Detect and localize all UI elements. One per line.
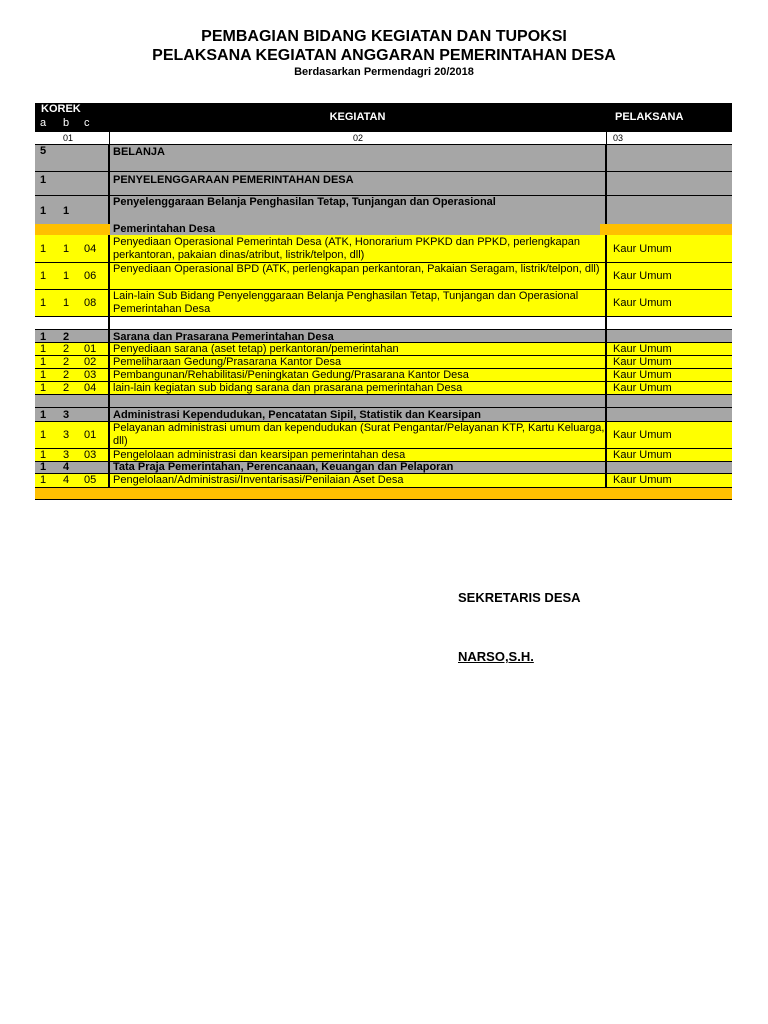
code-b: 1: [60, 196, 82, 224]
code-a: 1: [35, 408, 60, 421]
activity-table: [35, 103, 732, 500]
code-b: 2: [60, 343, 82, 355]
document-title: PEMBAGIAN BIDANG KEGIATAN DAN TUPOKSI: [201, 28, 567, 45]
code-b: 2: [60, 356, 82, 368]
code-b: 3: [60, 422, 82, 448]
code-c: 03: [82, 369, 108, 381]
table-row: [35, 462, 732, 473]
code-c: [82, 145, 108, 171]
table-row: [35, 196, 732, 224]
signature-name: NARSO,S.H.: [458, 649, 534, 664]
code-a: 1: [35, 449, 60, 461]
code-a: 5: [35, 145, 60, 171]
code-a: 1: [35, 422, 60, 448]
code-c: [82, 172, 108, 195]
kegiatan-cell: PENYELENGGARAAN PEMERINTAHAN DESA: [110, 172, 605, 195]
kegiatan-cell: Pemeliharaan Gedung/Prasarana Kantor Desa: [110, 356, 605, 368]
kegiatan-cell: Lain-lain Sub Bidang Penyelenggaraan Belanja Penghasilan Tetap, Tunjangan dan Operasional Pemerintahan Desa: [110, 290, 605, 316]
column-number-pelaksana: 03: [607, 132, 732, 144]
code-c: 01: [82, 343, 108, 355]
code-a: 1: [35, 263, 60, 289]
code-b: 2: [60, 382, 82, 394]
pelaksana-cell: Kaur Umum: [607, 422, 732, 448]
kegiatan-cell: Sarana dan Prasarana Pemerintahan Desa: [110, 330, 605, 342]
pelaksana-cell: Kaur Umum: [607, 356, 732, 368]
pelaksana-cell: Kaur Umum: [607, 343, 732, 355]
sub-header-c: c: [82, 117, 108, 131]
table-row: [35, 343, 732, 355]
signature-role: SEKRETARIS DESA: [458, 590, 581, 605]
pelaksana-cell: Kaur Umum: [607, 474, 732, 487]
kegiatan-cell: Penyediaan Operasional BPD (ATK, perlengkapan perkantoran, Pakaian Seragam, listrik/telpon, dll): [110, 263, 605, 289]
code-b: 1: [60, 290, 82, 316]
document-subtitle: Berdasarkan Permendagri 20/2018: [294, 66, 474, 78]
code-c: 04: [82, 235, 108, 262]
code-a: 1: [35, 369, 60, 381]
kegiatan-cell: Penyediaan Operasional Pemerintah Desa (ATK, Honorarium PKPKD dan PPKD, perlengkapan perkantoran, pakaian dinas/atribut, listrik/telpon, dll): [110, 235, 605, 262]
code-c: [82, 330, 108, 342]
kegiatan-cell: Pengelolaan administrasi dan kearsipan pemerintahan desa: [110, 449, 605, 461]
code-c: 03: [82, 449, 108, 461]
table-row: [35, 145, 732, 171]
code-b: 3: [60, 408, 82, 421]
code-a: 1: [35, 462, 60, 473]
code-a: 1: [35, 196, 60, 224]
column-number-row: [35, 132, 732, 144]
code-a: 1: [35, 172, 60, 195]
kegiatan-cell: Pelayanan administrasi umum dan kependudukan (Surat Pengantar/Pelayanan KTP, Kartu Keluarga, dll): [110, 422, 605, 448]
code-c: 04: [82, 382, 108, 394]
table-row: [35, 263, 732, 289]
code-b: 4: [60, 462, 82, 473]
table-row: [35, 449, 732, 461]
kegiatan-cell: Tata Praja Pemerintahan, Perencanaan, Keuangan dan Pelaporan: [110, 462, 605, 473]
code-b: 1: [60, 235, 82, 262]
code-a: 1: [35, 235, 60, 262]
kegiatan-header: KEGIATAN: [110, 103, 605, 131]
kegiatan-cell: BELANJA: [110, 145, 605, 171]
code-a: 1: [35, 343, 60, 355]
code-c: [82, 462, 108, 473]
code-b: 2: [60, 330, 82, 342]
table-row: [35, 330, 732, 342]
pelaksana-cell: Kaur Umum: [607, 449, 732, 461]
pelaksana-cell: [607, 408, 732, 421]
kegiatan-cell: Penyelenggaraan Belanja Penghasilan Tetap, Tunjangan dan Operasional: [110, 196, 605, 224]
pelaksana-cell: Kaur Umum: [607, 382, 732, 394]
pelaksana-cell: Kaur Umum: [607, 263, 732, 289]
kegiatan-cell: Pengelolaan/Administrasi/Inventarisasi/Penilaian Aset Desa: [110, 474, 605, 487]
table-footer-strip: [35, 488, 732, 499]
document-title-line2: PELAKSANA KEGIATAN ANGGARAN PEMERINTAHAN DESA: [152, 47, 616, 64]
code-a: 1: [35, 382, 60, 394]
column-number-korek: 01: [35, 132, 109, 144]
pelaksana-cell: [607, 462, 732, 473]
table-row: [35, 422, 732, 448]
kegiatan-cell: Penyediaan sarana (aset tetap) perkantoran/pemerintahan: [110, 343, 605, 355]
table-row: [35, 172, 732, 195]
table-row: [35, 235, 732, 262]
code-a: 1: [35, 474, 60, 487]
table-row: [35, 290, 732, 316]
code-a: 1: [35, 290, 60, 316]
blank-row: [35, 395, 732, 407]
kegiatan-cell: Pembangunan/Rehabilitasi/Peningkatan Gedung/Prasarana Kantor Desa: [110, 369, 605, 381]
table-header-row: [35, 103, 732, 131]
pelaksana-cell: Kaur Umum: [607, 290, 732, 316]
sub-header-a: a: [35, 117, 60, 131]
code-b: [60, 172, 82, 195]
table-row: [35, 382, 732, 394]
blank-row: [35, 317, 732, 329]
table-row-continuation: [35, 224, 732, 235]
column-number-kegiatan: 02: [110, 132, 606, 144]
table-row: [35, 474, 732, 487]
table-row: [35, 356, 732, 368]
code-c: 02: [82, 356, 108, 368]
code-b: 1: [60, 263, 82, 289]
pelaksana-cell: [607, 145, 732, 171]
pelaksana-cell: Kaur Umum: [607, 235, 732, 262]
pelaksana-cell: Kaur Umum: [607, 369, 732, 381]
kegiatan-cell: Administrasi Kependudukan, Pencatatan Sipil, Statistik dan Kearsipan: [110, 408, 605, 421]
code-b: 3: [60, 449, 82, 461]
code-b: 2: [60, 369, 82, 381]
code-b: 4: [60, 474, 82, 487]
table-row: [35, 408, 732, 421]
code-a: 1: [35, 330, 60, 342]
code-b: [60, 145, 82, 171]
code-c: [82, 408, 108, 421]
code-a: 1: [35, 356, 60, 368]
pelaksana-cell: [607, 172, 732, 195]
korek-header: KOREK: [35, 103, 108, 117]
code-c: 05: [82, 474, 108, 487]
kegiatan-cell: lain-lain kegiatan sub bidang sarana dan prasarana pemerintahan Desa: [110, 382, 605, 394]
table-row: [35, 369, 732, 381]
code-c: 01: [82, 422, 108, 448]
pelaksana-cell: [607, 196, 732, 224]
pelaksana-header: PELAKSANA: [607, 103, 732, 131]
kegiatan-cell-line2: Pemerintahan Desa: [110, 224, 600, 235]
code-c: [82, 196, 108, 224]
pelaksana-cell: [607, 330, 732, 342]
sub-header-b: b: [60, 117, 82, 131]
code-c: 06: [82, 263, 108, 289]
code-c: 08: [82, 290, 108, 316]
